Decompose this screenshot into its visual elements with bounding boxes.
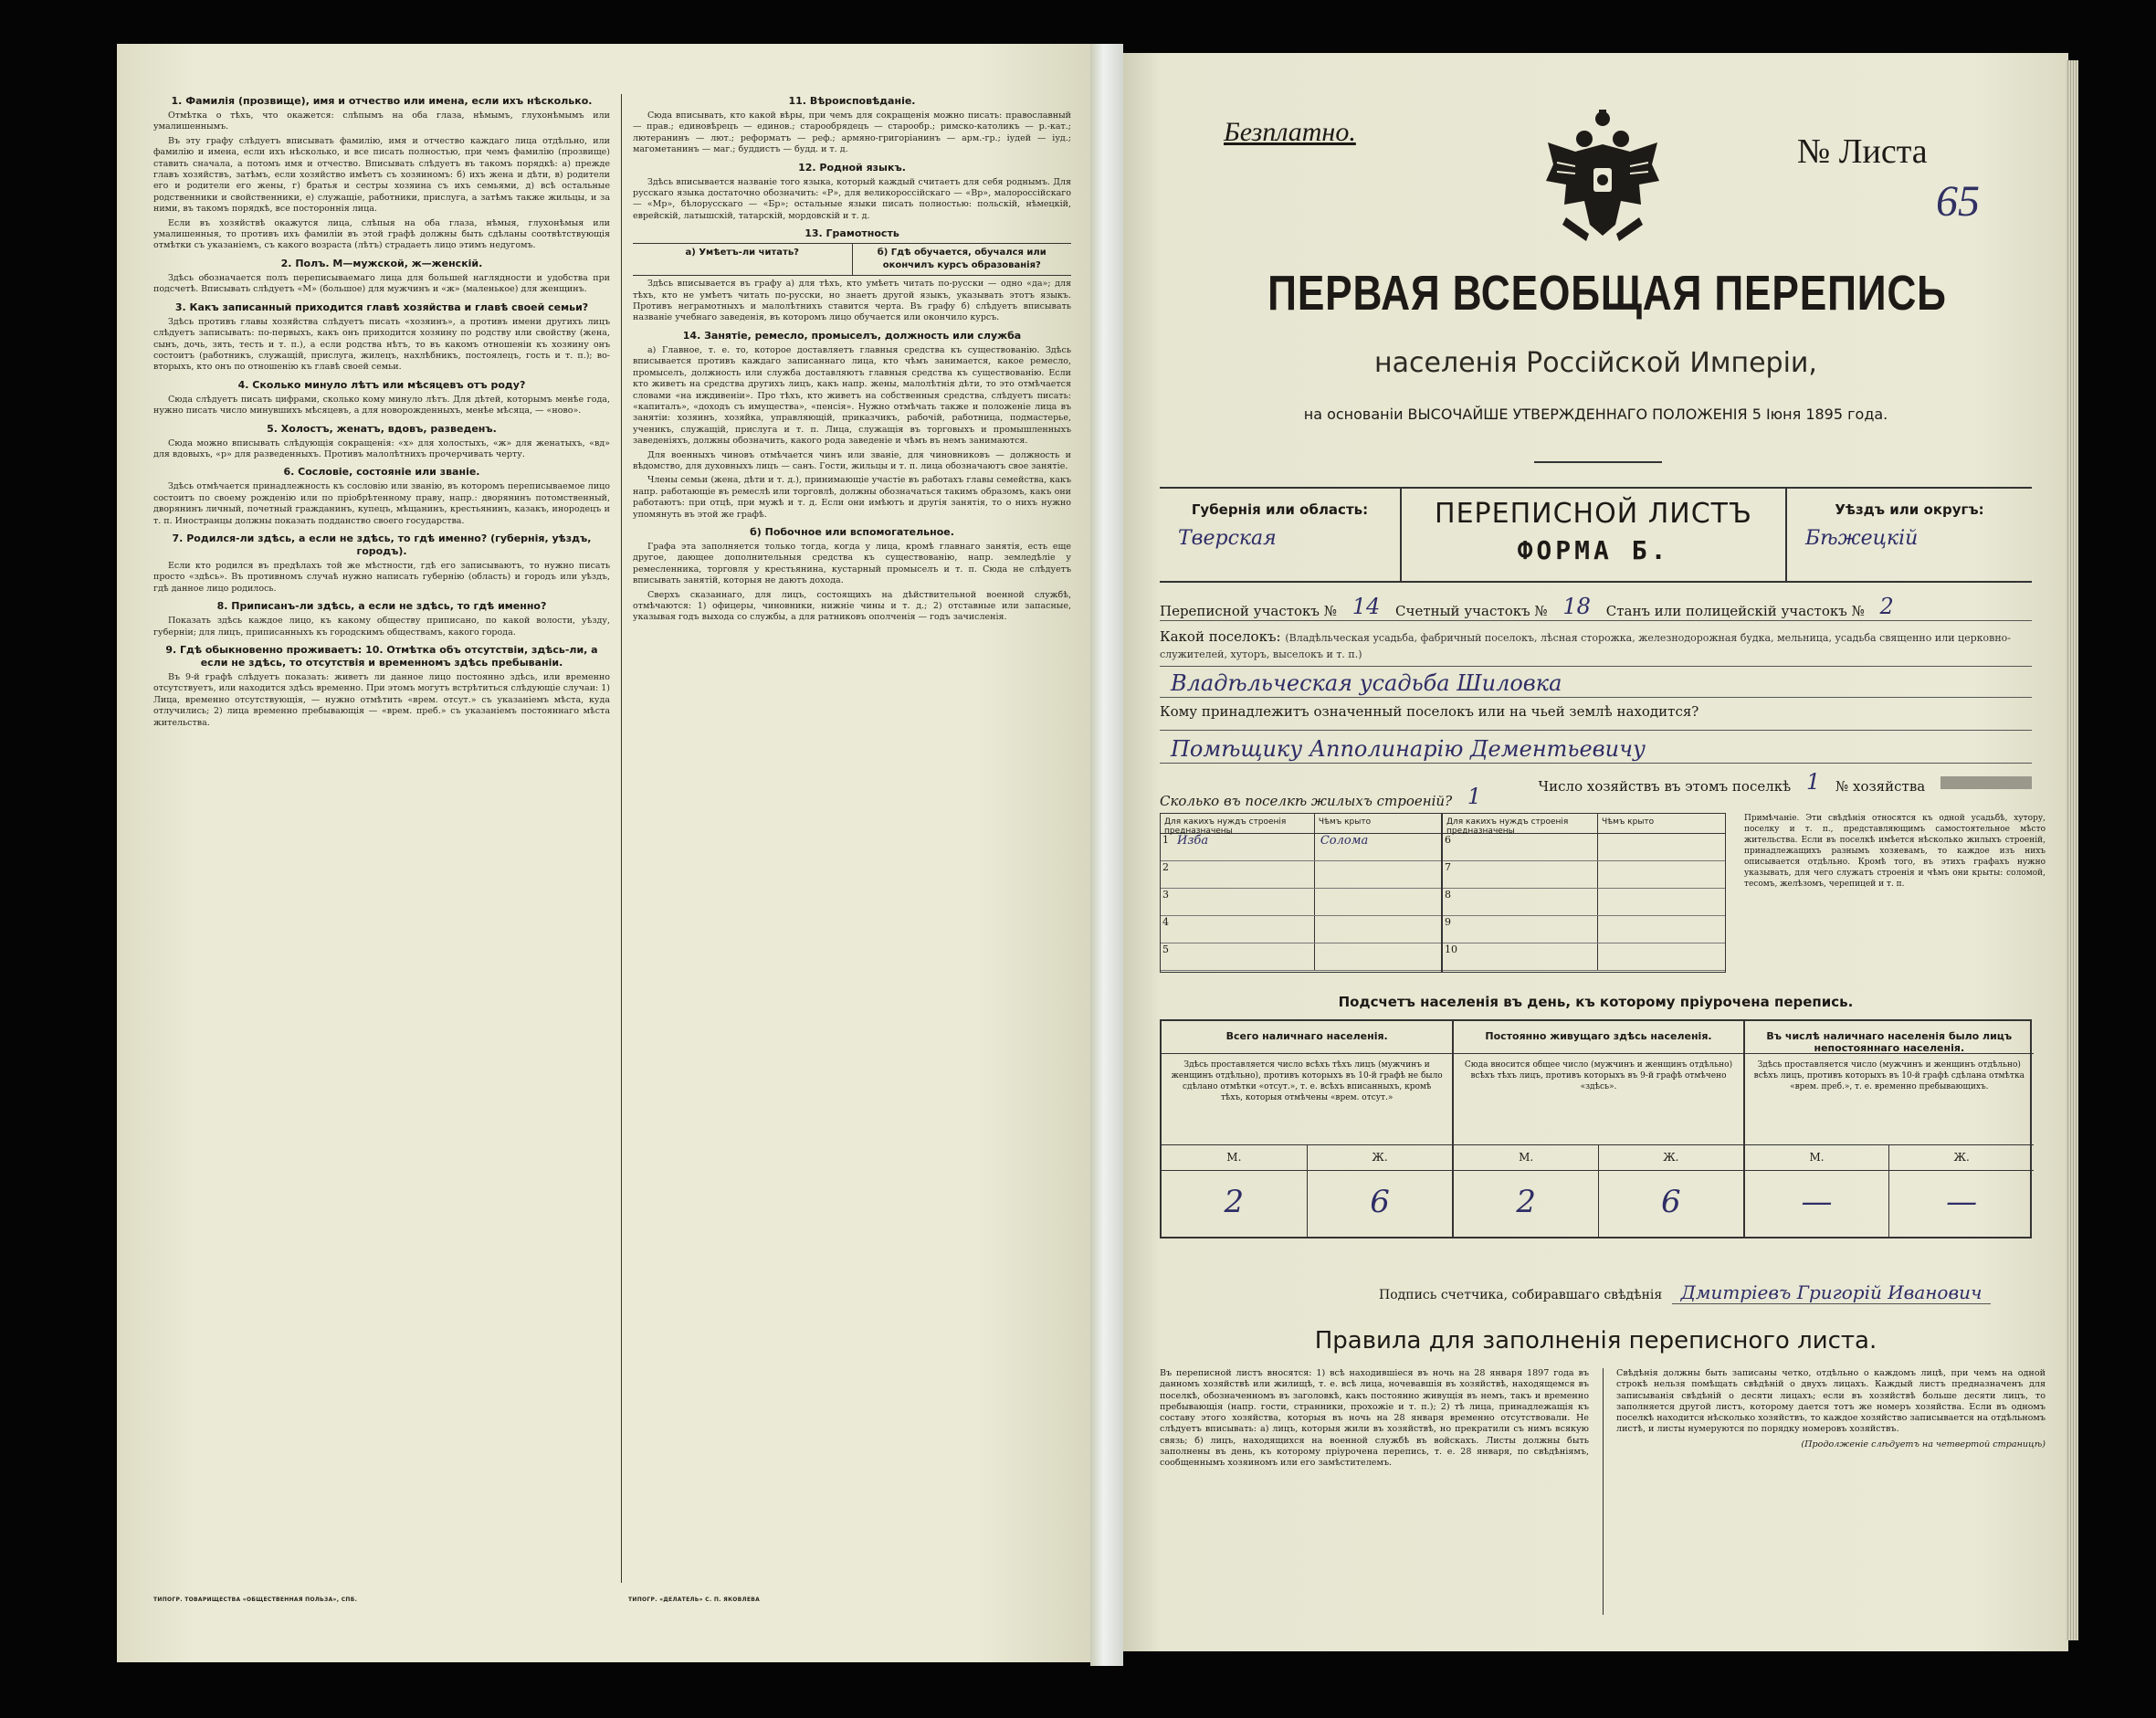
section-heading: 7. Родился-ли здѣсь, а если не здѣсь, то гдѣ именно? (губернія, уѣздъ, городъ). [172,532,592,557]
building-roof: Солома [1320,834,1369,848]
section-heading: 9. Гдѣ обыкновенно проживаетъ: 10. Отмѣтка объ отсутствіи, здѣсь-ли, а если не здѣсь, то отсутствія и временномъ здѣсь пребываніи. [165,644,598,669]
section-text: Здѣсь противъ главы хозяйства слѣдуетъ писать «хозяинъ», а противъ имени другихъ лицъ слѣдуетъ записывать: по-первыхъ, какъ онъ приходится хозяину по родству или свойству (жена, сынъ, дочь, зять, тесть и т. п.), а если родства нѣтъ, то въ какомъ отношеніи къ хозяину онъ состоитъ (работникъ, служащій, прислуга, жилецъ, нахлѣбникъ, постоялецъ, гость и т. п.); во-вторыхъ, кто онъ по отношенію къ главѣ своей семьи. [153,316,610,373]
section-text: Графа эта заполняется только тогда, когда у лица, кромѣ главнаго занятія, есть еще другое, дающее дополнительныя средства къ существованію, напр. земледѣліе у ремесленника, торговля у крестьянина, кустарный промыселъ и т. п. Сюда не слѣдуетъ вписывать занятій, которыя не даютъ дохода. [633,541,1071,586]
buildings-row [1443,943,1725,971]
imprint-right: ТИПОГР. «ДЕЛАТЕЛЬ» С. П. ЯКОВЛЕВА [628,1597,761,1603]
building-use [1456,889,1598,915]
literacy-sub-b: б) Гдѣ обучается, обучался или окончилъ курсъ образованія? [877,248,1046,271]
population-column [1452,1021,1742,1237]
row-number: 8 [1445,889,1451,901]
row-number: 3 [1162,889,1169,901]
row-number: 7 [1445,861,1451,873]
building-roof [1315,889,1441,915]
buildings-row [1161,834,1441,861]
page-edges [2066,60,2078,1640]
section-heading: 2. Полъ. М—мужской, ж—женскій. [280,257,483,269]
section-heading: 12. Родной языкъ. [798,161,906,174]
building-use [1173,861,1315,888]
building-use [1173,943,1315,970]
section-heading: 5. Холостъ, женатъ, вдовъ, разведенъ. [267,422,497,435]
rules-column-1 [1160,1368,1589,1624]
population-column-desc: Сюда вносится общее число (мужчинъ и женщинъ отдѣльно) всѣхъ тѣхъ лицъ, противъ которыхъ въ 9-й графѣ отмѣчено «здѣсь». [1454,1054,1742,1145]
households-value: 1 [1805,769,1821,795]
district-cell [1785,489,2032,581]
buildings-row [1161,861,1441,889]
rules-divider [1603,1368,1604,1615]
section-text: Если кто родился въ предѣлахъ той же мѣстности, гдѣ его записываютъ, то нужно писать просто «здѣсь». Въ противномъ случаѣ нужно написать губернію (область) и городъ или уѣздъ, гдѣ данное лицо родилось. [153,560,610,594]
section-text: Здѣсь обозначается полъ переписываемаго лица для большей наглядности и удобства при подсчетѣ. Вписывать слѣдуетъ «М» (большое) для мужчинъ и «ж» (маленькое) для женщинъ. [153,272,610,295]
households-label: Число хозяйствъ въ этомъ поселкѣ [1538,778,1792,795]
owner-value-row [1160,736,2032,764]
rules-continued: (Продолженіе слѣдуетъ на четвертой страницѣ) [1801,1439,2046,1449]
section-text: Сверхъ сказаннаго, для лицъ, состоящихъ на дѣйствительной военной службѣ, отмѣчаются: 1) офицеры, чиновники, нижніе чины и т. д.; 2) отставные или запасные, указывая годъ выхода со службы, а для ратниковъ ополченія — годъ зачисленія. [633,589,1071,623]
rules-text-2: Свѣдѣнія должны быть записаны четко, отдѣльно о каждомъ лицѣ, при чемъ на одной строкѣ нельзя помѣщать свѣдѣній о двухъ лицахъ. Каждый листъ предназначенъ для записыванія свѣдѣній о десяти лицахъ; если въ хозяйствѣ больше десяти лицъ, то заполняется другой листъ, которому дается тотъ же номеръ хозяйства. Если въ одномъ поселкѣ находится нѣсколько хозяйствъ, то каждое хозяйство записывается на отдѣльномъ листѣ, и листы нумеруются по порядку номеровъ хозяйствъ. [1616,1368,2046,1435]
female-label: Ж. [1888,1145,2034,1170]
instructions-column-2 [633,90,1071,1587]
population-column-desc: Здѣсь проставляется число всѣхъ тѣхъ лицъ (мужчинъ и женщинъ отдѣльно), противъ которыхъ въ 10-й графѣ не было сдѣлано отмѣтки «отсут.», т. е. всѣхъ вписанныхъ, кромѣ тѣхъ, которыя отмѣчены «врем. отсут.» [1162,1054,1452,1145]
buildings-col-use: Для какихъ нуждъ строенія предназначены [1443,814,1598,833]
section-text: Въ эту графу слѣдуетъ вписывать фамилію, имя и отчество каждаго лица отдѣльно, или фамилію и имена, если ихъ нѣсколько, и все писать полностью, при чемъ фамилію (прозвище) ставить сначала, а потомъ имя и отчество. Вписывать слѣдуетъ въ такомъ порядкѣ: а) прежде главъ хозяйствъ, затѣмъ, если хозяйство имѣетъ съ хозяиномъ: б) ихъ жена и дѣти, в) родители его и родители его жены, г) братья и сестры хозяина съ ихъ семьями, д) всѣ остальные родственники и свойственники, е) служащіе, работники, прислуга, а затѣмъ также жильцы, и за ними, въ такомъ порядкѣ, все постороннія лица. [153,135,610,215]
free-label: Безплатно. [1224,117,1356,147]
household-no-redacted [1940,776,2032,789]
district-label: Уѣздъ или округъ: [1835,501,1984,518]
building-use [1173,889,1315,915]
rules-title: Правила для заполненія переписного листа. [1314,1327,1877,1354]
building-use [1456,943,1598,970]
sheet-number-label: № Листа [1797,132,1928,171]
camp-label: Станъ или полицейскій участокъ № [1605,603,1865,619]
signature-row [1379,1281,1991,1303]
census-sheet-title: ПЕРЕПИСНОЙ ЛИСТЪ [1435,498,1752,530]
section-heading: 14. Занятіе, ремесло, промыселъ, должность или служба [682,329,1022,342]
section-text: Въ 9-й графѣ слѣдуетъ показать: живетъ ли данное лицо постоянно здѣсь, или временно отсутствуетъ, или находится здѣсь временно. При этомъ могутъ встрѣтиться слѣдующіе случаи: 1) Лица, временно отсутствующія, — нужно отмѣтить «врем. отсут.» съ указаніемъ мѣста, куда отлучились; 2) лица временно пребывающія — «врем. преб.» съ указаніемъ постояннаго мѣста жительства. [153,672,610,728]
literacy-sub-a: а) Умѣетъ-ли читать? [685,248,799,258]
book-spine [1090,44,1123,1666]
building-roof [1315,916,1441,943]
building-use: Изба [1173,834,1315,860]
count-section-label: Счетный участокъ № [1395,603,1548,619]
buildings-row [1160,784,1525,811]
male-count: — [1801,1184,1833,1220]
building-use [1456,834,1598,860]
buildings-row [1443,834,1725,861]
row-number: 1 [1162,834,1169,846]
buildings-col-use: Для какихъ нуждъ строенія предназначены [1161,814,1315,833]
section-text: Сюда можно вписывать слѣдующія сокращенія: «х» для холостыхъ, «ж» для женатыхъ, «вд» для вдовыхъ, «р» для разведенныхъ. Противъ малолѣтнихъ прочерчивать черту. [153,437,610,459]
buildings-table [1160,813,1726,973]
buildings-table-right [1443,814,1725,972]
building-roof [1598,889,1725,915]
buildings-label: Сколько въ поселкѣ жилыхъ строеній? [1160,793,1453,809]
population-column [1743,1021,2034,1237]
buildings-table-left [1161,814,1443,972]
section-heading: 8. Приписанъ-ли здѣсь, а если не здѣсь, то гдѣ именно? [216,600,547,613]
province-cell [1160,489,1402,581]
count-section-value: 18 [1562,594,1591,619]
population-column-head: Постоянно живущаго здѣсь населенія. [1454,1021,1742,1054]
section-heading: 6. Сословіе, состояніе или званіе. [283,466,480,479]
building-roof [1315,861,1441,888]
female-count: 6 [1598,1171,1743,1237]
form-label: ФОРМА Б. [1517,535,1670,565]
settlement-hint: (Владѣльческая усадьба, фабричный поселокъ, лѣсная сторожка, железнодорожная будка, мельница, усадьба священно или церковно-служителей, хуторъ, выселокъ и т. п.) [1160,632,2012,660]
male-count: 2 [1516,1184,1536,1220]
buildings-col-roof: Чѣмъ крыто [1601,817,1655,827]
buildings-row [1161,889,1441,916]
section-heading: б) Побочное или вспомогательное. [750,525,954,538]
female-label: Ж. [1307,1145,1453,1170]
form-header-box [1160,487,2032,583]
owner-value: Помѣщику Апполинарію Дементьевичу [1171,736,1646,762]
signature-value: Дмитріевъ Григорій Иванович [1672,1281,1992,1304]
population-column [1162,1021,1452,1237]
building-roof [1598,861,1725,888]
right-page [1123,53,2068,1651]
section-text: Сюда слѣдуетъ писать цифрами, сколько кому минуло лѣтъ. Для дѣтей, которымъ менѣе года, нужно писать число минувшихъ мѣсяцевъ, а для новорожденныхъ, менѣе мѣсяца, — «ново». [153,394,610,416]
buildings-note: Примѣчаніе. Эти свѣдѣнія относятся къ одной усадьбѣ, хутору, поселку и т. п., представляющимъ самостоятельное мѣсто жительства. Если въ поселкѣ имѣется нѣсколько жилыхъ строеній, принадлежащихъ разнымъ хозяевамъ, то каждое изъ нихъ описывается отдѣльно. Кромѣ того, въ этихъ графахъ нужно указывать, для чего служатъ строенія и чѣмъ они крыты: соломой, тесомъ, желѣзомъ, черепицей и т. п. [1744,814,2046,889]
male-label: М. [1809,1151,1825,1164]
section-text: Отмѣтка о тѣхъ, что окажется: слѣпымъ на оба глаза, нѣмымъ, глухонѣмымъ или умалишеннымъ. [153,111,610,132]
province-value: Тверская [1178,527,1277,550]
sheet-number-value: 65 [1936,177,1980,226]
page-subtitle: населенія Россійской Имперіи, [1374,347,1817,379]
male-count: 2 [1224,1184,1245,1220]
building-roof [1598,916,1725,943]
sections-row [1160,594,2032,621]
buildings-row [1443,861,1725,889]
rules-text-1: Въ переписной листъ вносятся: 1) всѣ находившіеся въ ночь на 28 января 1897 года въ данномъ хозяйствѣ или жилищѣ, т. е. всѣ лица, ночевавшія въ хозяйствѣ, находящемся въ поселкѣ, обозначенномъ въ заголовкѣ, какъ постоянно живущія въ немъ, такъ и временно пребывающія (напр. гости, странники, прохожіе и т. п.); 2) тѣ лица, принадлежащія къ составу этого хозяйства, которыя въ ночь на 28 января временно отсутствовали. Не слѣдуетъ вписывать: а) лицъ, которыя жили въ хозяйствѣ, но прекратили съ нимъ всякую связь; б) лицъ, находящихся на военной службѣ въ войскахъ. Листы должны быть заполнены въ день, къ которому пріурочена перепись, т. е. 28 января, по свѣдѣніямъ, сообщеннымъ хозяиномъ или его замѣстителемъ. [1160,1368,1589,1469]
row-number: 6 [1445,834,1451,846]
province-label: Губернія или область: [1191,501,1369,518]
section-text: Показать здѣсь каждое лицо, къ какому обществу приписано, по какой волости, уѣзду, губерніи; для лицъ, приписанныхъ къ городскимъ обществамъ, какого города. [153,616,610,638]
building-roof [1598,943,1725,970]
section-text: а) Главное, т. е. то, которое доставляетъ главныя средства къ существованію. Здѣсь вписывается противъ каждаго записаннаго лица, кто чѣмъ занимается, какое ремесло, промыселъ, должность или служба доставляютъ главныя средства къ существованію. Если кто живетъ на средства другихъ лицъ, какъ напр. жены, малолѣтнія дѣти, то это отмѣчается словами «на иждивеніи». Про тѣхъ, кто живетъ на собственныя средства, слѣдуетъ писать: «капиталъ», «доходъ съ имущества», «пенсія». Нужно отмѣчать также и положеніе лица въ занятіи: хозяинъ, хозяйка, управляющій, приказчикъ, рабочій, работница, подмастерье, ученикъ, служащій, прислуга и т. п. Лица, служащія въ торговыхъ и промышленныхъ заведеніяхъ, должны обозначить, какого рода заведеніе и чѣмъ въ немъ занимаются. [633,344,1071,447]
row-number: 4 [1162,916,1169,928]
female-count: — [1888,1171,2034,1237]
section-text: Если въ хозяйствѣ окажутся лица, слѣпыя на оба глаза, нѣмыя, глухонѣмыя или умалишенныя, то противъ ихъ фамиліи въ этой графѣ должны быть сдѣланы соотвѣтствующія отмѣтки съ указаніемъ, съ какого возраста (лѣтъ) страдаетъ лицо этимъ недугомъ. [153,217,610,251]
row-number: 10 [1445,943,1457,955]
building-use [1456,861,1598,888]
district-value: Бѣжецкій [1805,527,1919,550]
population-column-desc: Здѣсь проставляется число (мужчинъ и женщинъ отдѣльно) всѣхъ лицъ, противъ которыхъ въ 10-й графѣ сдѣлана отмѣтка «врем. преб.», т. е. временно пребывающихъ. [1745,1054,2034,1145]
owner-row [1160,703,2032,731]
form-title-cell [1402,489,1785,581]
settlement-row [1160,628,2032,667]
section-heading: 4. Сколько минуло лѣтъ или мѣсяцевъ отъ роду? [237,378,526,391]
left-page [117,44,1094,1662]
settlement-label: Какой поселокъ: [1160,628,1281,645]
literacy-subgrid [633,243,1071,276]
female-label: Ж. [1598,1145,1743,1170]
title-divider [1534,461,1662,463]
population-column-head: Всего наличнаго населенія. [1162,1021,1452,1054]
buildings-value: 1 [1467,784,1482,809]
camp-value: 2 [1879,594,1894,619]
owner-label: Кому принадлежитъ означенный поселокъ или на чьей землѣ находится? [1160,703,1699,720]
building-roof [1315,943,1441,970]
settlement-value: Владѣльческая усадьба Шиловка [1171,670,1562,696]
census-section-value: 14 [1351,594,1381,619]
population-column-head: Въ числѣ наличнаго населенія было лицъ непостояннаго населенія. [1745,1021,2034,1054]
rules-column-2 [1616,1368,2046,1624]
imprint-left: ТИПОГР. ТОВАРИЩЕСТВА «ОБЩЕСТВЕННАЯ ПОЛЬЗА», СПБ. [153,1597,358,1603]
buildings-row [1443,916,1725,943]
buildings-row [1443,889,1725,916]
buildings-col-roof: Чѣмъ крыто [1318,817,1372,827]
buildings-row [1161,943,1441,971]
building-use [1173,916,1315,943]
imperial-eagle-emblem [1539,108,1667,245]
male-label: М. [1519,1151,1534,1164]
section-heading: 3. Какъ записанный приходится главѣ хозяйства и главѣ своей семьи? [174,300,589,313]
row-number: 2 [1162,861,1169,873]
row-number: 5 [1162,943,1169,955]
population-table [1160,1019,2032,1238]
section-text: Для военныхъ чиновъ отмѣчается чинъ или званіе, для чиновниковъ — должность и вѣдомство, для духовныхъ лицъ — санъ. Гости, жильцы и т. п. лица обозначаютъ свое занятіе. [633,449,1071,471]
buildings-row [1161,916,1441,943]
settlement-value-row [1160,670,2032,698]
section-text: Члены семьи (жена, дѣти и т. д.), принимающіе участіе въ работахъ главы семейства, какъ напр. работающіе въ ремеслѣ или торговлѣ, должны обозначаться такимъ образомъ, какъ они работаютъ: при отцѣ, при мужѣ и т. д. Если они имѣютъ и другія занятія, то о нихъ нужно упомянуть въ этой же графѣ. [633,475,1071,520]
population-title: Подсчетъ населенія въ день, къ которому пріурочена перепись. [1338,994,1854,1010]
section-heading: 1. Фамилія (прозвище), имя и отчество или имена, если ихъ нѣсколько. [171,95,593,107]
male-label: М. [1226,1151,1242,1164]
section-text: Здѣсь вписывается названіе того языка, который каждый считаетъ для себя роднымъ. Для русскаго языка достаточно обозначить: «Р», для великороссійскаго — «Вр», малороссійскаго — «Мр», бѣлорусскаго — «Бр»; остальные языки писать полностью: польскій, нѣмецкій, еврейскій, латышскій, татарскій, мордовскій и т. д. [633,176,1071,221]
instructions-column-1 [153,90,610,1587]
literacy-text: Здѣсь вписывается въ графу а) для тѣхъ, кто умѣетъ читать по-русски — одно «да»; для тѣхъ, кто не умѣетъ читать по-русски, но знаетъ другой языкъ, указывать этотъ языкъ. Противъ неграмотныхъ и малолѣтнихъ ставится черта. Въ графу б) слѣдуетъ вписывать названіе учебнаго заведенія, въ которомъ лицо обучается или окончило курсъ. [633,279,1071,323]
building-roof [1598,834,1725,860]
column-divider [621,94,622,1583]
decree-line: на основаніи ВЫСОЧАЙШЕ УТВЕРЖДЕННАГО ПОЛОЖЕНІЯ 5 Іюня 1895 года. [1303,406,1888,423]
signature-label: Подпись счетчика, собиравшаго свѣдѣнія [1379,1288,1663,1302]
household-no-label: № хозяйства [1835,778,1926,795]
section-heading: 11. Вѣроисповѣданіе. [788,95,916,107]
row-number: 9 [1445,916,1451,928]
section-text: Здѣсь отмѣчается принадлежность къ сословію или званію, въ которомъ переписываемое лицо состоитъ по своему рожденію или по пріобрѣтенному праву, напр.: дворянинъ потомственный, дворянинъ личный, почетный гражданинъ, купецъ, мѣщанинъ, крестьянинъ, казакъ, инородецъ и т. п. Иностранцы должны показать подданство своего государства. [153,481,610,526]
page-title: ПЕРВАЯ ВСЕОБЩАЯ ПЕРЕПИСЬ [1267,266,1947,321]
building-use [1456,916,1598,943]
female-count: 6 [1307,1171,1453,1237]
census-section-label: Переписной участокъ № [1160,603,1337,619]
literacy-heading: 13. Грамотность [805,227,899,240]
section-text: Сюда вписывать, кто какой вѣры, при чемъ для сокращенія можно писать: православный — прав.; единовѣрецъ — единов.; старообрядецъ — старообр.; римско-католикъ — р.-кат.; лютеранинъ — лют.; реформатъ — реф.; армяно-григоріанинъ — арм.-гр.; іудей — іуд.; магометанинъ — маг.; буддистъ — будд. и т. д. [633,111,1071,155]
